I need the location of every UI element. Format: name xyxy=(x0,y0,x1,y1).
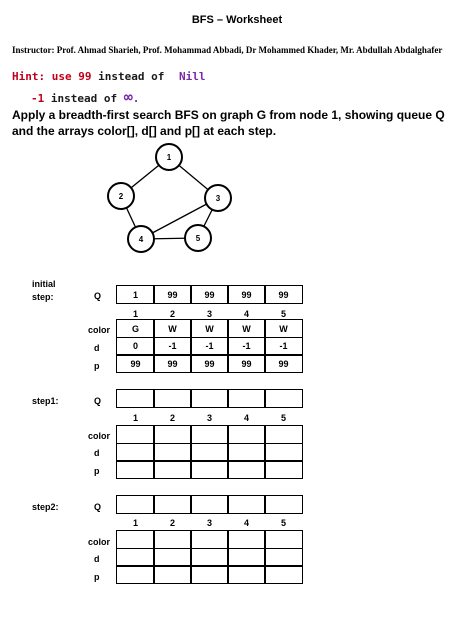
index-header: 3 xyxy=(206,413,212,423)
initial-q-row xyxy=(117,286,302,304)
step2-array-table xyxy=(117,531,302,584)
index-header: 2 xyxy=(169,413,175,423)
step2-index-header xyxy=(117,518,302,528)
hint-value-99: 99 xyxy=(78,70,92,83)
index-header: 2 xyxy=(169,309,175,319)
q-cell: 99 xyxy=(227,285,266,304)
d-cell: -1 xyxy=(190,337,229,356)
p-cell: 99 xyxy=(153,354,192,373)
hint-prefix: Hint: use xyxy=(12,70,72,83)
q-cell[interactable] xyxy=(116,389,155,408)
color-cell[interactable] xyxy=(153,530,192,549)
step2-label: step2: xyxy=(32,502,59,512)
q-cell[interactable] xyxy=(116,495,155,514)
p-cell: 99 xyxy=(264,354,303,373)
color-cell[interactable] xyxy=(264,530,303,549)
index-header: 4 xyxy=(243,413,249,423)
p-cell[interactable] xyxy=(190,460,229,479)
d-cell: -1 xyxy=(153,337,192,356)
page-title: BFS – Worksheet xyxy=(191,14,283,26)
step1-array-table xyxy=(117,426,302,479)
p-cell[interactable] xyxy=(227,460,266,479)
color-cell[interactable] xyxy=(153,425,192,444)
instruction-text: Apply a breadth-first search BFS on graph G from node 1, showing queue Q and the arrays color[], d[] and p[] at each step. xyxy=(12,108,445,138)
node-label-2: 2 xyxy=(118,192,124,201)
step1-index-header xyxy=(117,413,302,423)
p-label: p xyxy=(94,466,100,476)
hint-line-2 xyxy=(31,88,139,106)
q-cell[interactable] xyxy=(227,495,266,514)
q-cell: 99 xyxy=(153,285,192,304)
d-cell[interactable] xyxy=(264,443,303,462)
color-cell: G xyxy=(116,319,155,338)
d-cell: 0 xyxy=(116,337,155,356)
color-label: color xyxy=(88,537,111,547)
graph-g xyxy=(95,140,255,255)
node-label-1: 1 xyxy=(166,153,172,162)
color-label: color xyxy=(88,325,111,335)
d-cell: -1 xyxy=(264,337,303,356)
step2-q-row xyxy=(117,496,302,514)
q-cell[interactable] xyxy=(264,495,303,514)
p-cell[interactable] xyxy=(116,460,155,479)
q-cell[interactable] xyxy=(190,495,229,514)
hint-line-1 xyxy=(12,70,205,83)
color-cell: W xyxy=(264,319,303,338)
q-cell[interactable] xyxy=(190,389,229,408)
color-label: color xyxy=(88,431,111,441)
p-cell: 99 xyxy=(190,354,229,373)
d-label: d xyxy=(94,448,100,458)
p-cell[interactable] xyxy=(227,565,266,584)
hint-middle: instead of xyxy=(98,70,165,83)
index-header: 1 xyxy=(132,309,138,319)
step1-q-row xyxy=(117,390,302,408)
index-header: 3 xyxy=(206,309,212,319)
q-label: Q xyxy=(94,502,102,512)
initial-label-line1: initial xyxy=(32,279,56,289)
d-cell[interactable] xyxy=(153,443,192,462)
initial-array-table xyxy=(117,320,302,373)
color-cell[interactable] xyxy=(227,530,266,549)
hint-word-nill: Nill xyxy=(178,70,206,83)
index-header: 5 xyxy=(280,309,286,319)
index-header: 2 xyxy=(169,518,175,528)
index-header: 3 xyxy=(206,518,212,528)
color-cell: W xyxy=(190,319,229,338)
q-cell: 99 xyxy=(190,285,229,304)
node-label-4: 4 xyxy=(138,235,144,244)
q-cell[interactable] xyxy=(153,495,192,514)
index-header: 4 xyxy=(243,309,249,319)
color-cell[interactable] xyxy=(190,425,229,444)
infinity-symbol: ∞ xyxy=(123,88,133,106)
p-cell[interactable] xyxy=(190,565,229,584)
hint-end: . xyxy=(132,92,140,105)
color-cell[interactable] xyxy=(116,530,155,549)
q-cell[interactable] xyxy=(264,389,303,408)
d-label: d xyxy=(94,554,100,564)
d-cell[interactable] xyxy=(116,443,155,462)
d-cell[interactable] xyxy=(190,443,229,462)
p-cell[interactable] xyxy=(264,565,303,584)
d-cell: -1 xyxy=(227,337,266,356)
q-cell: 1 xyxy=(116,285,155,304)
d-cell[interactable] xyxy=(116,548,155,567)
instructor-line: Instructor: Prof. Ahmad Sharieh, Prof. Mohammad Abbadi, Dr Mohammed Khader, Mr. Abdullah Abdalghafer xyxy=(12,45,443,55)
initial-step-label xyxy=(32,279,56,302)
hint-value-minus1: -1 xyxy=(31,92,45,105)
d-cell[interactable] xyxy=(153,548,192,567)
p-cell[interactable] xyxy=(116,565,155,584)
hint-middle-2: instead of xyxy=(50,92,118,105)
index-header: 5 xyxy=(280,518,286,528)
initial-label-line2: step: xyxy=(32,292,54,302)
d-label: d xyxy=(94,343,100,353)
index-header: 1 xyxy=(132,518,138,528)
index-header: 4 xyxy=(243,518,249,528)
p-cell: 99 xyxy=(116,354,155,373)
node-label-3: 3 xyxy=(215,194,221,203)
step1-label: step1: xyxy=(32,396,59,406)
p-cell: 99 xyxy=(227,354,266,373)
q-cell: 99 xyxy=(264,285,303,304)
d-cell[interactable] xyxy=(264,548,303,567)
color-cell[interactable] xyxy=(227,425,266,444)
index-header: 1 xyxy=(132,413,138,423)
color-cell: W xyxy=(227,319,266,338)
q-label: Q xyxy=(94,396,102,406)
node-label-5: 5 xyxy=(195,234,201,243)
p-label: p xyxy=(94,572,100,582)
p-label: p xyxy=(94,361,100,371)
color-cell[interactable] xyxy=(190,530,229,549)
d-cell[interactable] xyxy=(227,548,266,567)
color-cell[interactable] xyxy=(116,425,155,444)
index-header: 5 xyxy=(280,413,286,423)
q-cell[interactable] xyxy=(153,389,192,408)
color-cell[interactable] xyxy=(264,425,303,444)
q-label: Q xyxy=(94,291,102,301)
color-cell: W xyxy=(153,319,192,338)
initial-index-header xyxy=(117,309,302,319)
p-cell[interactable] xyxy=(153,460,192,479)
p-cell[interactable] xyxy=(153,565,192,584)
q-cell[interactable] xyxy=(227,389,266,408)
d-cell[interactable] xyxy=(227,443,266,462)
d-cell[interactable] xyxy=(190,548,229,567)
p-cell[interactable] xyxy=(264,460,303,479)
